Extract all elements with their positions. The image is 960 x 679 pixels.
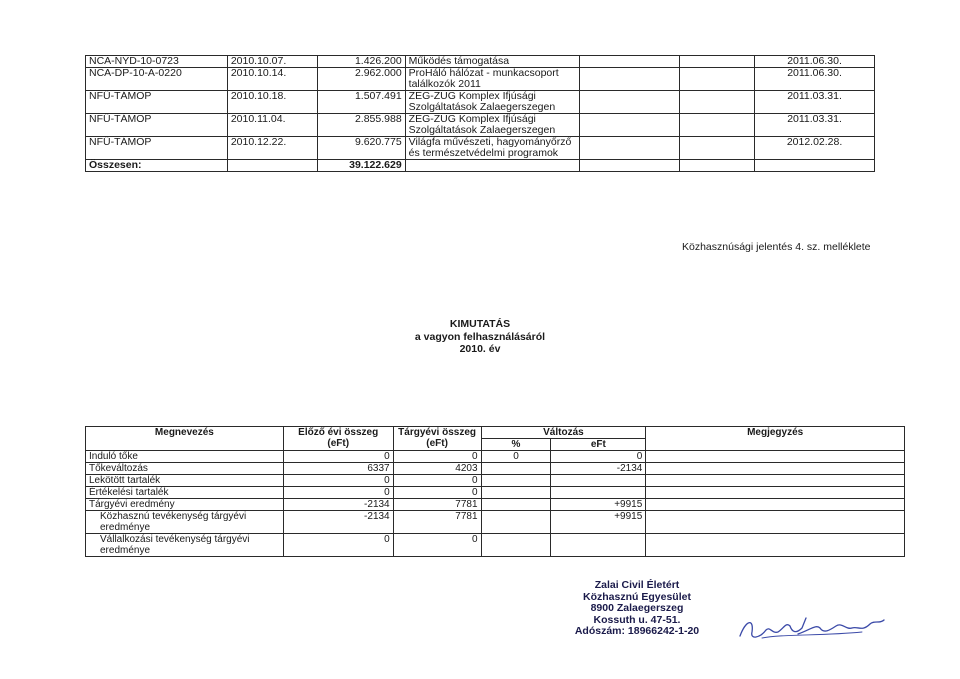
asset-name: Tőkeváltozás	[86, 463, 284, 475]
grant-end-date: 2011.03.31.	[755, 91, 875, 114]
grant-id: NFÜ-TÁMOP	[86, 91, 228, 114]
asset-change-eft	[551, 487, 646, 499]
asset-note	[646, 499, 905, 511]
asset-row	[86, 451, 905, 463]
asset-prev-value: 0	[283, 487, 393, 499]
grants-total-empty-2	[405, 160, 580, 172]
grant-end-date: 2012.02.28.	[755, 137, 875, 160]
stamp-line-4: Kossuth u. 47-51.	[593, 613, 681, 626]
grant-end-date: 2011.06.30.	[755, 68, 875, 91]
title-line-3: 2010. év	[459, 343, 501, 355]
header-prev: Előző évi összeg (eFt)	[283, 427, 393, 451]
grant-empty-2	[680, 68, 755, 91]
asset-note	[646, 487, 905, 499]
asset-row	[86, 487, 905, 499]
title-line-1: KIMUTATÁS	[449, 318, 511, 330]
grant-row	[86, 91, 875, 114]
header-pct: %	[481, 439, 551, 451]
header-note: Megjegyzés	[646, 427, 905, 451]
organization-stamp	[572, 580, 702, 638]
asset-change-pct	[481, 463, 551, 475]
grants-table	[85, 55, 875, 172]
asset-note	[646, 511, 905, 534]
asset-change-pct	[481, 499, 551, 511]
grants-total-empty-3	[580, 160, 680, 172]
asset-prev-value: -2134	[283, 511, 393, 534]
asset-name: Vállalkozási tevékenység tárgyévi eredménye	[86, 534, 284, 557]
grant-empty-2	[680, 114, 755, 137]
grant-date: 2010.10.07.	[227, 56, 317, 68]
grant-purpose: ZEG-ZUG Komplex Ifjúsági Szolgáltatások Zalaegerszegen	[405, 114, 580, 137]
grants-total-label: Összesen:	[86, 160, 228, 172]
grant-id: NCA-NYD-10-0723	[86, 56, 228, 68]
grant-amount: 1.507.491	[317, 91, 405, 114]
asset-curr-value: 0	[393, 487, 481, 499]
stamp-line-5: Adószám: 18966242-1-20	[574, 625, 700, 637]
asset-row	[86, 463, 905, 475]
asset-curr-value: 7781	[393, 499, 481, 511]
grant-purpose: Világfa művészeti, hagyományőrző és természetvédelmi programok	[405, 137, 580, 160]
grant-date: 2010.11.04.	[227, 114, 317, 137]
grants-total-row	[86, 160, 875, 172]
grant-date: 2010.10.14.	[227, 68, 317, 91]
stamp-line-2: Közhasznú Egyesület	[583, 590, 691, 603]
asset-name: Induló tőke	[86, 451, 284, 463]
asset-note	[646, 463, 905, 475]
asset-row	[86, 475, 905, 487]
grant-amount: 2.855.988	[317, 114, 405, 137]
asset-row	[86, 499, 905, 511]
asset-prev-value: 0	[283, 475, 393, 487]
asset-change-eft	[551, 534, 646, 557]
grant-amount: 2.962.000	[317, 68, 405, 91]
grants-total-empty-4	[680, 160, 755, 172]
grant-amount: 1.426.200	[317, 56, 405, 68]
grant-end-date: 2011.06.30.	[755, 56, 875, 68]
asset-name: Közhasznú tevékenység tárgyévi eredménye	[86, 511, 284, 534]
header-eft: eFt	[551, 439, 646, 451]
grant-empty-1	[580, 56, 680, 68]
asset-change-eft: -2134	[551, 463, 646, 475]
asset-name: Értékelési tartalék	[86, 487, 284, 499]
grant-row	[86, 56, 875, 68]
asset-prev-value: 6337	[283, 463, 393, 475]
asset-curr-value: 0	[393, 534, 481, 557]
grant-purpose: Működés támogatása	[405, 56, 580, 68]
grants-total-amount: 39.122.629	[317, 160, 405, 172]
asset-change-eft: +9915	[551, 499, 646, 511]
assets-table	[85, 426, 905, 557]
report-reference: Közhasznúsági jelentés 4. sz. melléklete	[682, 241, 871, 253]
grants-total-empty-5	[755, 160, 875, 172]
asset-curr-value: 0	[393, 451, 481, 463]
asset-row	[86, 534, 905, 557]
document-title	[390, 318, 570, 356]
grant-empty-1	[580, 91, 680, 114]
asset-change-pct	[481, 487, 551, 499]
grant-date: 2010.12.22.	[227, 137, 317, 160]
grant-id: NFÜ-TÁMOP	[86, 137, 228, 160]
handwritten-signature	[732, 608, 892, 648]
grant-empty-2	[680, 91, 755, 114]
asset-name: Tárgyévi eredmény	[86, 499, 284, 511]
asset-prev-value: -2134	[283, 499, 393, 511]
asset-prev-value: 0	[283, 451, 393, 463]
asset-curr-value: 7781	[393, 511, 481, 534]
stamp-line-1: Zalai Civil Életért	[594, 579, 680, 591]
header-curr: Tárgyévi összeg (eFt)	[393, 427, 481, 451]
asset-change-eft: 0	[551, 451, 646, 463]
stamp-line-3: 8900 Zalaegerszeg	[590, 602, 684, 614]
asset-curr-value: 0	[393, 475, 481, 487]
asset-curr-value: 4203	[393, 463, 481, 475]
grant-id: NCA-DP-10-A-0220	[86, 68, 228, 91]
asset-change-pct	[481, 511, 551, 534]
asset-change-pct	[481, 475, 551, 487]
asset-row	[86, 511, 905, 534]
asset-change-pct: 0	[481, 451, 551, 463]
grant-date: 2010.10.18.	[227, 91, 317, 114]
asset-note	[646, 534, 905, 557]
grant-purpose: ProHáló hálózat - munkacsoport találkozók 2011	[405, 68, 580, 91]
asset-name: Lekötött tartalék	[86, 475, 284, 487]
grant-id: NFÜ-TÁMOP	[86, 114, 228, 137]
grant-row	[86, 68, 875, 91]
asset-prev-value: 0	[283, 534, 393, 557]
grant-amount: 9.620.775	[317, 137, 405, 160]
asset-change-eft	[551, 475, 646, 487]
asset-note	[646, 475, 905, 487]
assets-table-body	[86, 451, 905, 557]
grants-table-body	[86, 56, 875, 172]
grant-row	[86, 114, 875, 137]
grant-empty-2	[680, 56, 755, 68]
grant-empty-1	[580, 68, 680, 91]
grant-purpose: ZEG-ZUG Komplex Ifjúsági Szolgáltatások Zalaegerszegen	[405, 91, 580, 114]
grants-total-empty-1	[227, 160, 317, 172]
title-line-2: a vagyon felhasználásáról	[414, 330, 546, 343]
header-name: Megnevezés	[86, 427, 284, 451]
asset-change-pct	[481, 534, 551, 557]
grant-empty-1	[580, 137, 680, 160]
grant-empty-2	[680, 137, 755, 160]
asset-change-eft: +9915	[551, 511, 646, 534]
header-change: Változás	[481, 427, 646, 439]
grant-end-date: 2011.03.31.	[755, 114, 875, 137]
asset-note	[646, 451, 905, 463]
grant-empty-1	[580, 114, 680, 137]
grant-row	[86, 137, 875, 160]
assets-table-header	[86, 427, 905, 451]
